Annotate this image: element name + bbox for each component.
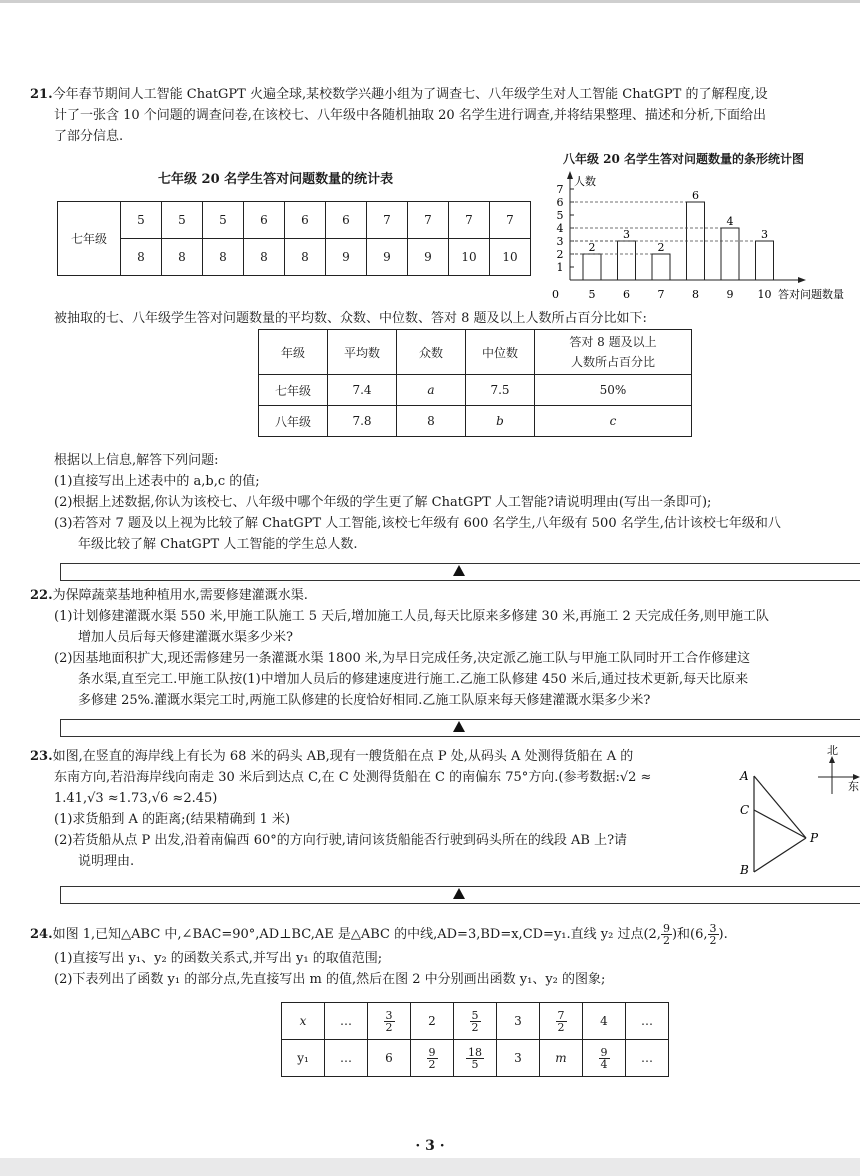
q21-part1: (1)直接写出上述表中的 a,b,c 的值; [54, 474, 260, 489]
x-tick-label: 6 [623, 288, 630, 301]
y-axis-arrow-icon [567, 171, 573, 179]
q24-line1: 如图 1,已知△ABC 中,∠BAC=90°,AD⊥BC,AE 是△ABC 的中线,AD=3,BD=x,CD=y₁.直线 y₂ 过点 [52, 926, 644, 942]
answer-box[interactable] [60, 719, 860, 737]
q23-part1: (1)求货船到 A 的距离;(结果精确到 1 米) [54, 812, 291, 827]
bar [583, 254, 601, 280]
label-b: B [740, 863, 749, 877]
table-cell: b [466, 406, 535, 437]
segment-ap [754, 776, 806, 838]
grade7-table [57, 201, 531, 276]
table-cell: 8 [397, 406, 466, 437]
triangle-icon [453, 721, 465, 732]
table-cell [540, 1003, 583, 1040]
question-21-stem [30, 84, 860, 147]
q23-part2: (2)若货船从点 P 出发,沿着南偏西 60°的方向行驶,请问该货船能否行驶到码头所在的线段 AB 上?请 [54, 833, 628, 848]
q21-part3: (3)若答对 7 题及以上视为比较了解 ChatGPT 人工智能,该校七年级有 600 名学生,八年级有 500 名学生,估计该校七年级和八 [54, 516, 781, 531]
table-cell: 七年级 [259, 375, 328, 406]
table-cell: 6 [244, 202, 285, 239]
table-row [259, 375, 692, 406]
q22-line1: 为保障蔬菜基地种植用水,需要修建灌溉水渠. [52, 588, 308, 603]
question-number: 21. [30, 87, 53, 102]
table-cell: 50% [535, 375, 692, 406]
fraction [708, 923, 719, 946]
q24-part1: (1)直接写出 y₁、y₂ 的函数关系式,并写出 y₁ 的取值范围; [54, 951, 383, 966]
question-number: 23. [30, 749, 53, 764]
top-border [0, 0, 860, 3]
bar [618, 241, 636, 280]
table-cell: … [626, 1040, 669, 1077]
table-cell: 5 [162, 202, 203, 239]
table-cell: 3 [497, 1003, 540, 1040]
table-cell: 7 [367, 202, 408, 239]
table-cell: 7 [449, 202, 490, 239]
x-tick-label: 8 [692, 288, 699, 301]
q21-line3: 了部分信息. [54, 129, 124, 144]
table-cell: 7.8 [328, 406, 397, 437]
y-tick-label: 2 [556, 248, 564, 261]
bar [721, 228, 739, 280]
table-cell: … [626, 1003, 669, 1040]
bar-value-label: 4 [726, 215, 734, 228]
origin-label: 0 [552, 288, 559, 301]
grade7-table-title: 七年级 20 名学生答对问题数量的统计表 [158, 172, 394, 187]
stats-intro-text: 被抽取的七、八年级学生答对问题数量的平均数、众数、中位数、答对 8 题及以上人数所占百分比如下: [54, 311, 647, 326]
grade8-chart-title: 八年级 20 名学生答对问题数量的条形统计图 [563, 152, 805, 166]
table-cell: 八年级 [259, 406, 328, 437]
x-axis-label: 答对问题数量 [778, 288, 844, 301]
stats-header-percent-line2: 人数所占百分比 [570, 355, 655, 369]
table-cell: 9 [367, 239, 408, 276]
denominator: 5 [471, 1057, 479, 1071]
answer-box[interactable] [60, 563, 860, 581]
table-cell: 6 [326, 202, 367, 239]
question-24 [30, 920, 860, 990]
q22-part1: (1)计划修建灌溉水渠 550 米,甲施工队施工 5 天后,增加施工人员,每天比原来多修建 30 米,再施工 2 天完成任务,则甲施工队 [54, 609, 770, 624]
table-row [282, 1040, 669, 1077]
bar-value-label: 6 [692, 189, 699, 202]
fraction [661, 923, 672, 946]
table-cell: … [325, 1040, 368, 1077]
y-tick-label: 3 [556, 235, 564, 248]
denominator: 2 [662, 933, 670, 947]
segment-bp [754, 838, 806, 872]
coastline-figure [728, 742, 860, 882]
point1-open: (2, [643, 926, 661, 942]
question-21-parts [30, 450, 860, 555]
q23-line3: 1.41,√3 ≈1.73,√6 ≈2.45) [54, 791, 218, 806]
x-tick-label: 10 [757, 288, 772, 301]
table-cell: 6 [285, 202, 326, 239]
bar [652, 254, 670, 280]
q21-ask: 根据以上信息,解答下列问题: [54, 453, 219, 468]
numerator: 18 [468, 1045, 482, 1059]
table-cell: 4 [583, 1003, 626, 1040]
y-tick-label: 4 [556, 222, 564, 235]
table-cell: 7 [490, 202, 531, 239]
denominator: 2 [385, 1020, 393, 1034]
stats-header-mode: 众数 [397, 330, 466, 375]
q21-line1: 今年春节期间人工智能 ChatGPT 火遍全球,某校数学兴趣小组为了调查七、八年级学生对人工智能 ChatGPT 的了解程度,设 [52, 87, 768, 102]
q22-part1-cont: 增加人员后每天修建灌溉水渠多少米? [78, 630, 293, 645]
bar-value-label: 2 [657, 241, 665, 254]
segment-cp [754, 810, 806, 838]
question-23 [30, 746, 730, 872]
q22-part2-cont2: 多修建 25%.灌溉水渠完工时,两施工队修建的长度恰好相同.乙施工队原来每天修建灌溉水渠多少米? [78, 693, 651, 708]
y-axis-label: 人数 [574, 175, 596, 188]
numerator: 9 [600, 1045, 608, 1059]
q22-part2-cont: 条水渠,直至完工.甲施工队按(1)中增加人员后的修建速度进行施工.乙施工队修建 450 米后,通过技术更新,每天比原来 [78, 672, 749, 687]
q22-part2: (2)因基地面积扩大,现还需修建另一条灌溉水渠 1800 米,为早日完成任务,决定派乙施工队与甲施工队同时开工合作修建这 [54, 651, 751, 666]
stats-header-grade: 年级 [259, 330, 328, 375]
table-header-x: x [282, 1003, 325, 1040]
table-cell: … [325, 1003, 368, 1040]
x-axis-arrow-icon [798, 277, 806, 283]
table-cell: 8 [203, 239, 244, 276]
table-cell: a [397, 375, 466, 406]
triangle-icon [453, 565, 465, 576]
table-cell [454, 1003, 497, 1040]
question-number: 24. [30, 926, 53, 942]
question-number: 22. [30, 588, 53, 603]
numerator: 3 [709, 921, 717, 935]
table-cell [411, 1040, 454, 1077]
table-cell: m [540, 1040, 583, 1077]
point-mid: )和(6, [671, 926, 708, 942]
x-tick-label: 5 [588, 288, 596, 301]
footer-band [0, 1158, 860, 1176]
x-tick-label: 7 [657, 288, 665, 301]
q24-part2: (2)下表列出了函数 y₁ 的部分点,先直接写出 m 的值,然后在图 2 中分别画出函数 y₁、y₂ 的图象; [54, 972, 606, 987]
table-cell: 10 [490, 239, 531, 276]
denominator: 2 [428, 1057, 436, 1071]
table-cell: 8 [162, 239, 203, 276]
answer-box[interactable] [60, 886, 860, 904]
compass-east-label: 东 [848, 780, 859, 793]
q21-part2: (2)根据上述数据,你认为该校七、八年级中哪个年级的学生更了解 ChatGPT 人工智能?请说明理由(写出一条即可); [54, 495, 712, 510]
table-cell: 8 [121, 239, 162, 276]
numerator: 7 [557, 1008, 565, 1022]
table-cell: 6 [368, 1040, 411, 1077]
q21-line2: 计了一张含 10 个问题的调查问卷,在该校七、八年级中各随机抽取 20 名学生进行调查,并将结果整理、描述和分析,下面给出 [54, 108, 767, 123]
table-cell: 5 [121, 202, 162, 239]
q23-part2-cont: 说明理由. [78, 854, 135, 869]
y-tick-label: 1 [556, 261, 564, 274]
table-cell: 8 [244, 239, 285, 276]
table-cell: 7.5 [466, 375, 535, 406]
y-tick-label: 5 [556, 209, 564, 222]
denominator: 2 [557, 1020, 565, 1034]
denominator: 2 [471, 1020, 479, 1034]
table-cell: 10 [449, 239, 490, 276]
table-row [282, 1003, 669, 1040]
table-cell [368, 1003, 411, 1040]
page-number: · 3 · [415, 1138, 445, 1154]
north-arrow-icon [829, 756, 835, 763]
stats-header-percent [535, 330, 692, 375]
stats-header-percent-line1: 答对 8 题及以上 [569, 335, 657, 349]
table-cell: 7.4 [328, 375, 397, 406]
table-cell [583, 1040, 626, 1077]
point-end: ). [718, 926, 728, 942]
table-cell: 5 [203, 202, 244, 239]
numerator: 9 [428, 1045, 436, 1059]
function-table [281, 1002, 669, 1077]
y-tick-label: 7 [556, 183, 564, 196]
stats-intro [30, 308, 860, 329]
denominator: 2 [709, 933, 717, 947]
q21-part3-cont: 年级比较了解 ChatGPT 人工智能的学生总人数. [78, 537, 358, 552]
table-header-y: y₁ [282, 1040, 325, 1077]
stats-table [258, 329, 692, 437]
numerator: 5 [471, 1008, 479, 1022]
table-cell: c [535, 406, 692, 437]
table-row [259, 406, 692, 437]
question-22 [30, 585, 860, 711]
denominator: 4 [600, 1057, 608, 1071]
bar-value-label: 3 [623, 228, 630, 241]
triangle-icon [453, 888, 465, 899]
label-a: A [740, 769, 749, 783]
compass-north-label: 北 [827, 744, 838, 757]
stats-header-median: 中位数 [466, 330, 535, 375]
bar [756, 241, 774, 280]
table-cell: 3 [497, 1040, 540, 1077]
grade8-bar-chart [540, 166, 860, 306]
table-cell: 8 [285, 239, 326, 276]
bar-value-label: 3 [761, 228, 768, 241]
q23-line1: 如图,在竖直的海岸线上有长为 68 米的码头 AB,现有一艘货船在点 P 处,从码头 A 处测得货船在 A 的 [52, 749, 634, 764]
table-cell [454, 1040, 497, 1077]
table-cell: 9 [326, 239, 367, 276]
y-tick-label: 6 [556, 196, 564, 209]
stats-header-mean: 平均数 [328, 330, 397, 375]
grade7-row-label: 七年级 [58, 202, 121, 276]
numerator: 3 [385, 1008, 393, 1022]
table-cell: 9 [408, 239, 449, 276]
label-p: P [810, 831, 819, 845]
table-cell: 7 [408, 202, 449, 239]
bar-value-label: 2 [588, 241, 596, 254]
q23-line2: 东南方向,若沿海岸线向南走 30 米后到达点 C,在 C 处测得货船在 C 的南偏东 75°方向.(参考数据:√2 ≈ [54, 770, 652, 785]
label-c: C [740, 803, 750, 817]
numerator: 9 [662, 921, 670, 935]
table-cell: 2 [411, 1003, 454, 1040]
x-tick-label: 9 [726, 288, 734, 301]
